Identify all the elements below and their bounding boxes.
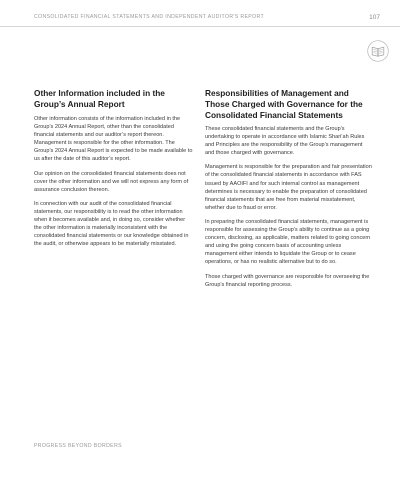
book-icon	[367, 40, 389, 62]
left-column	[34, 88, 194, 254]
right-column	[205, 88, 373, 295]
responsibilities-paragraph: Management is responsible for the preparation and fair presentation of the consolidated financial statements in accordance with FAS issued by AAOIFI and for such internal control as management determines is necessary to enable the preparation of consolidated financial statements that are free from material misstatement, whether due to fraud or error.	[205, 164, 372, 211]
header-title: CONSOLIDATED FINANCIAL STATEMENTS AND INDEPENDENT AUDITOR'S REPORT	[34, 14, 264, 20]
responsibilities-heading: Responsibilities of Management and Those Charged with Governance for the Consolidated Financial Statements	[205, 88, 363, 120]
other-information-heading: Other Information included in the Group’s Annual Report	[34, 88, 165, 109]
other-information-paragraph: Our opinion on the consolidated financial statements does not cover the other information and we will not express any form of assurance conclusion thereon.	[34, 170, 189, 193]
responsibilities-paragraph: In preparing the consolidated financial statements, management is responsible for assessing the Group’s ability to continue as a going concern, disclosing, as applicable, matters related to going concern and using the going concern basis of accounting unless management either intends to liquidate the Group or to cease operations, or has no realistic alternative but to do so.	[205, 218, 371, 266]
responsibilities-paragraph: Those charged with governance are responsible for overseeing the Group’s financial reporting process.	[205, 273, 370, 288]
page-footer: PROGRESS BEYOND BORDERS	[34, 443, 122, 449]
other-information-paragraph: In connection with our audit of the consolidated financial statements, our responsibility is to read the other information when it becomes available and, in doing so, consider whether the other information is materially inconsistent with the consolidated financial statements or our knowledge obtained in the audit, or otherwise appears to be materially misstated.	[34, 200, 189, 248]
page-header	[34, 11, 380, 23]
other-information-paragraph: Other information consists of the information included in the Group’s 2024 Annual Report, other than the consolidated financial statements and our auditor’s report thereon. Management is responsible for the other information. The Group’s 2024 Annual Report is expected to be made available to us after the date of this auditor’s report.	[34, 116, 193, 163]
page-number: 107	[369, 13, 380, 21]
responsibilities-paragraph: These consolidated financial statements and the Group’s undertaking to operate in accordance with Islamic Shari’ah Rules and Principles are the responsibility of the Group’s management and those charged with governance.	[205, 126, 365, 157]
header-divider	[0, 26, 400, 27]
